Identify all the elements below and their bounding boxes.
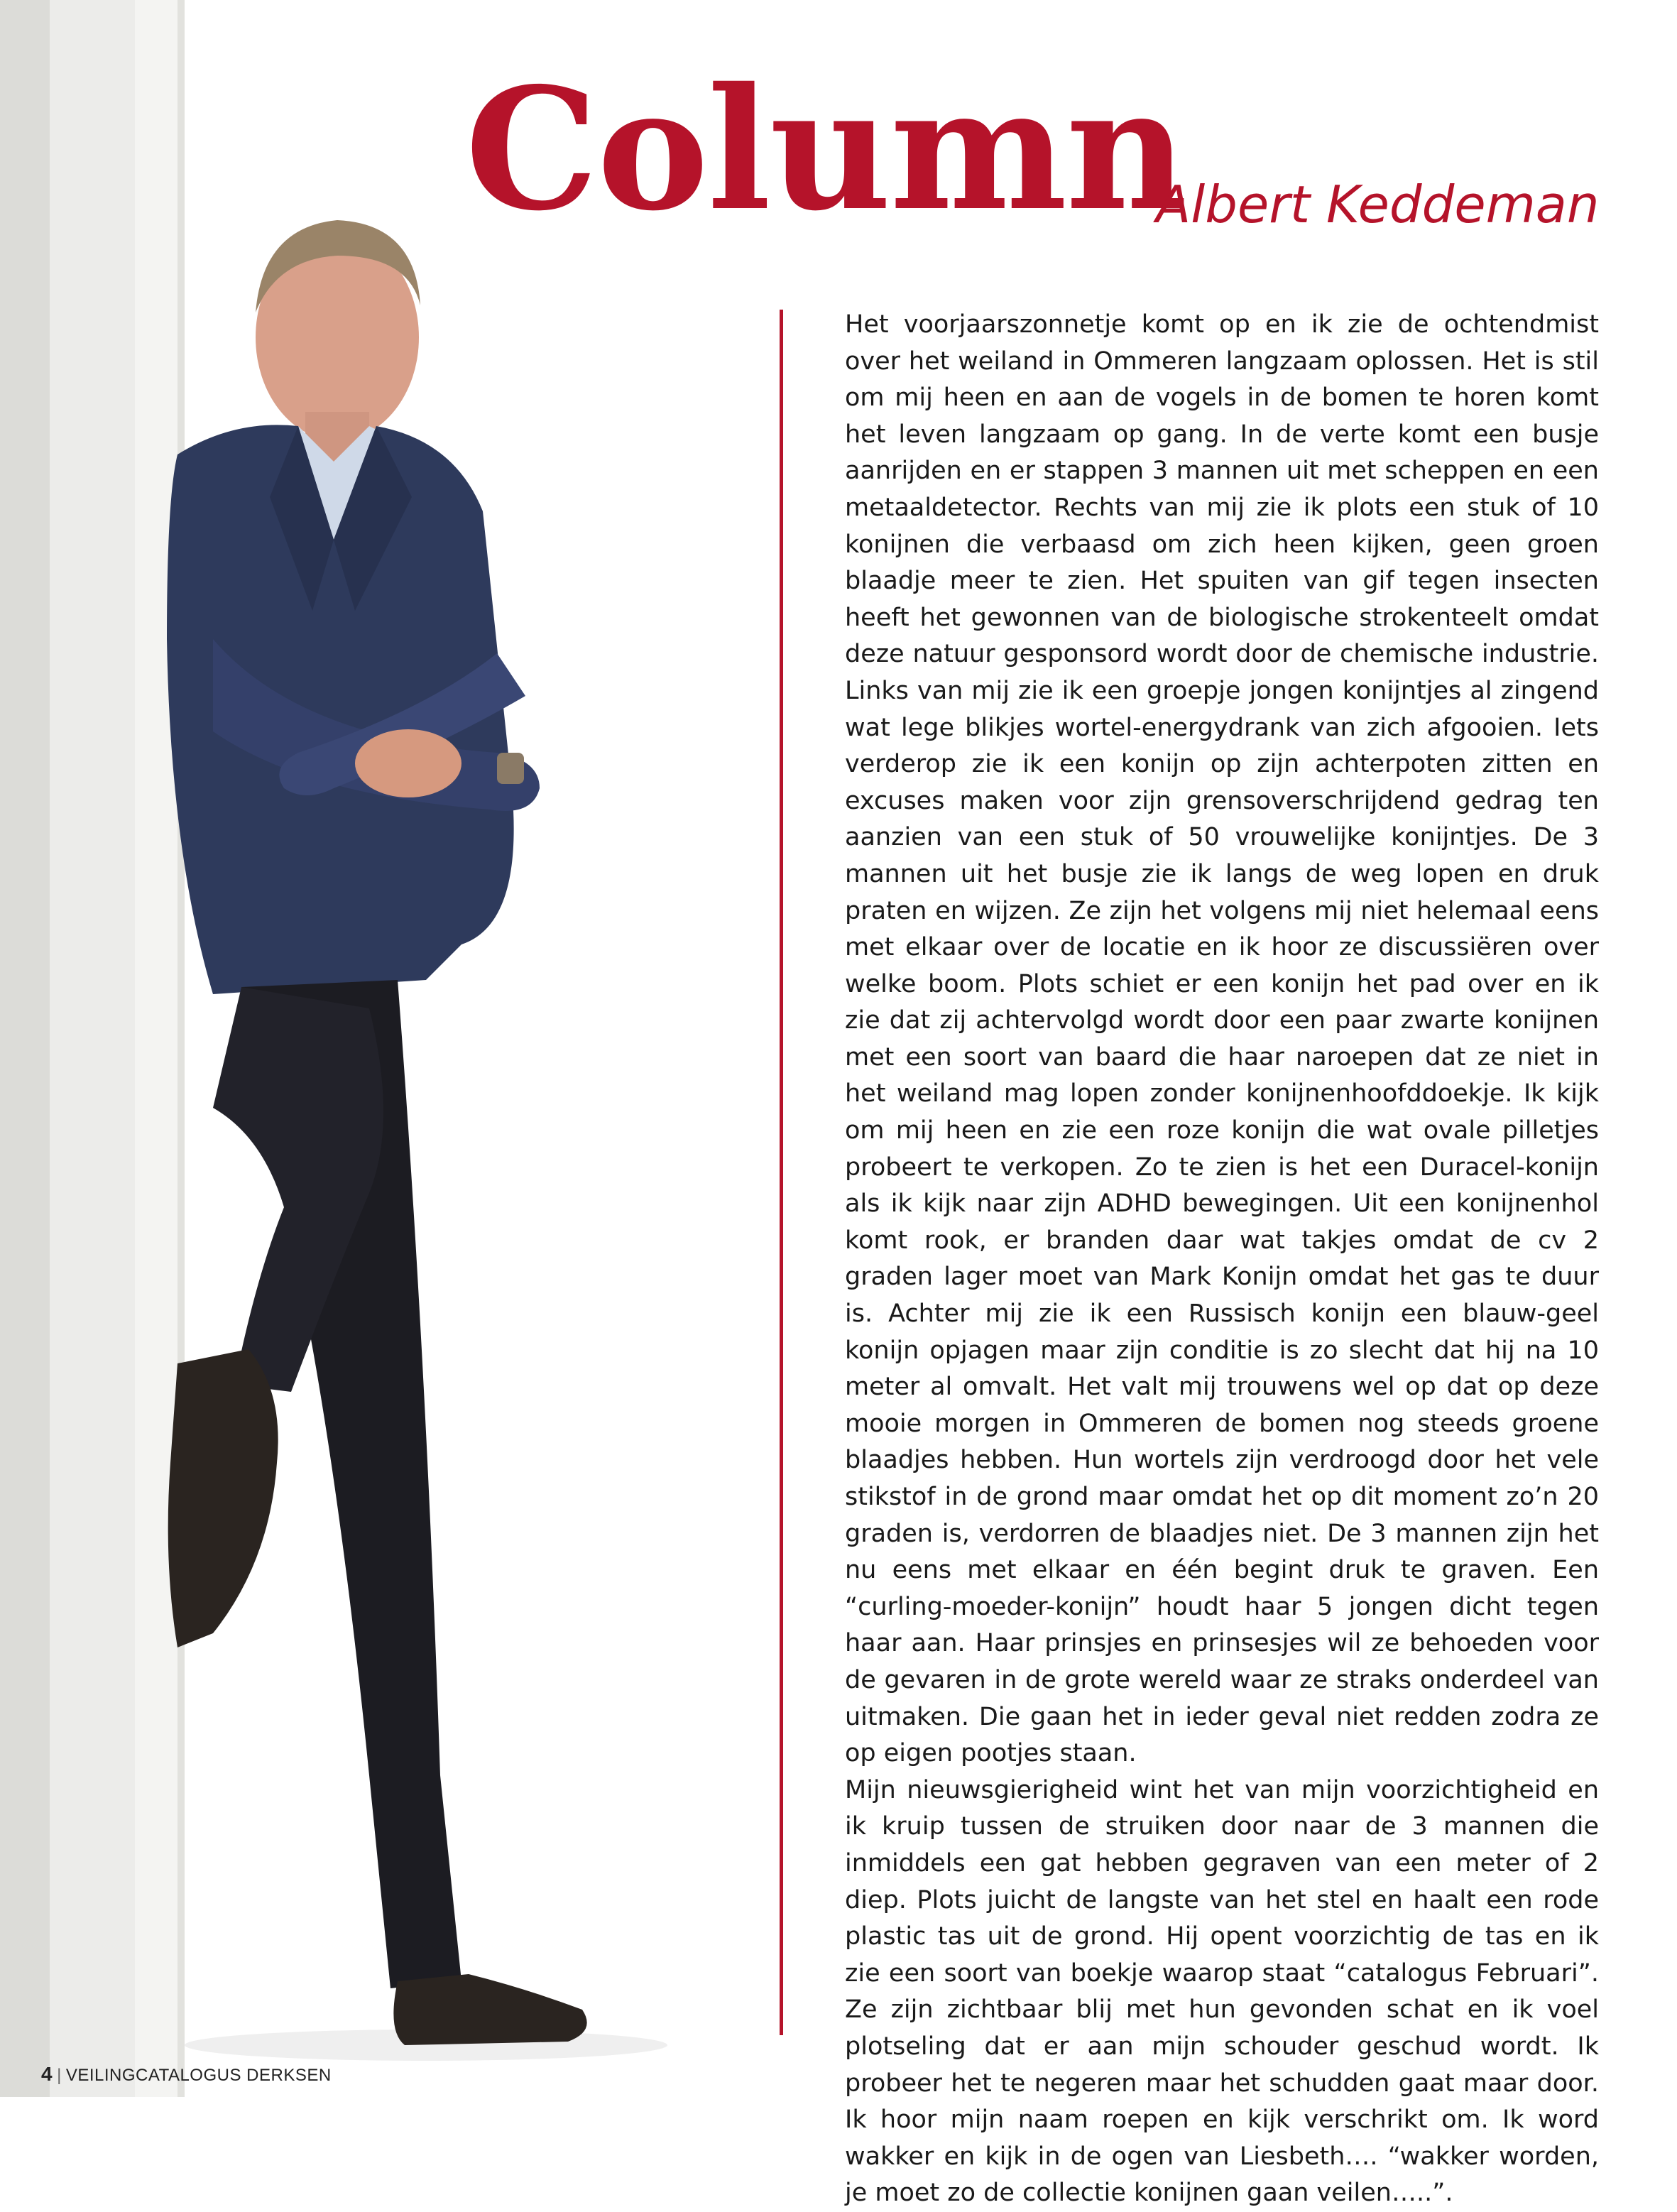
shoe-shape [168,1349,278,1647]
page-footer [41,2063,332,2086]
article-paragraph: Het voorjaarszonnetje komt op en ik zie de ochtendmist over het weiland in Ommeren langzaam oplossen. Het is stil om mij heen en aan de vogels in de bomen te horen komt het leven langzaam op gang. In de verte komt een busje aanrijden en er stappen 3 mannen uit met scheppen en een metaaldetector. Rechts van mij zie ik plots een stuk of 10 konijnen die verbaasd om zich heen kijken, geen groen blaadje meer te zien. Het spuiten van gif tegen insecten heeft het gewonnen van de biologische strokenteelt omdat deze natuur gesponsord wordt door de chemische industrie. Links van mij zie ik een groepje jongen konijntjes al zingend wat lege blikjes wortel-energydrank van zich afgooien. Iets verderop zie ik een konijn op zijn achterpoten zitten en excuses maken voor zijn grensoverschrijdend gedrag ten aanzien van een stuk of 50 vrouwelijke konijntjes. De 3 mannen uit het busje zie ik langs de weg lopen en druk praten en wijzen. Ze zijn het volgens mij niet helemaal eens met elkaar over de locatie en ik hoor ze discussiëren over welke boom. Plots schiet er een konijn het pad over en ik zie dat zij achtervolgd wordt door een paar zwarte konijnen met een soort van baard die haar naroepen dat ze niet in het weiland mag lopen zonder konijnenhoofddoekje. Ik kijk om mij heen en zie een roze konijn die wat ovale pilletjes probeert te verkopen. Zo te zien is het een Duracel-konijn als ik kijk naar zijn ADHD bewegingen. Uit een konijnenhol komt rook, er branden daar wat takjes omdat de cv 2 graden lager moet van Mark Konijn omdat het gas te duur is. Achter mij zie ik een Russisch konijn een blauw-geel konijn opjagen maar zijn conditie is zo slecht dat hij na 10 meter al omvalt. Het valt mij trouwens wel op dat op deze mooie morgen in Ommeren de bomen nog steeds groene blaadjes hebben. Hun wortels zijn verdroogd door het vele stikstof in de grond maar omdat het op dit moment zo’n 20 graden is, verdorren de blaadjes niet. De 3 mannen zijn het nu eens met elkaar en één begint druk te graven. Een “curling-moeder-konijn” houdt haar 5 jongen dicht tegen haar aan. Haar prinsjes en prinsesjes wil ze behoeden voor de gevaren in de grote wereld waar ze straks onderdeel van uitmaken. Die gaan het in ieder geval niet redden zodra ze op eigen pootjes staan. [845,310,1599,1768]
article-paragraph: Mijn nieuwsgierigheid wint het van mijn voorzichtigheid en ik kruip tussen de struiken door naar de 3 mannen die inmiddels een gat hebben gegraven van een meter of 2 diep. Plots juicht de langste van het stel en haalt een rode plastic tas uit de grond. Hij opent voorzichtig de tas en ik zie een soort van boekje waarop staat “catalogus Februari”. Ze zijn zichtbaar blij met hun gevonden schat en ik voel plotseling dat er aan mijn schouder geschud wordt. Ik probeer het te negeren maar het schudden gaat maar door. Ik hoor mijn naam roepen en kijk verschrikt om. Ik word wakker en kijk in de ogen van Liesbeth…. “wakker worden, je moet zo de collectie konijnen gaan veilen…..”. [845,1775,1599,2208]
accent-rule [780,310,783,2035]
author-name: Albert Keddeman [1156,175,1600,234]
page-number: 4 [41,2063,53,2085]
article-body [845,307,1599,2212]
footer-separator: | [57,2066,62,2085]
column-title: Column [465,50,1186,248]
author-photo [0,0,710,2097]
publication-name: VEILINGCATALOGUS DERKSEN [65,2066,332,2085]
